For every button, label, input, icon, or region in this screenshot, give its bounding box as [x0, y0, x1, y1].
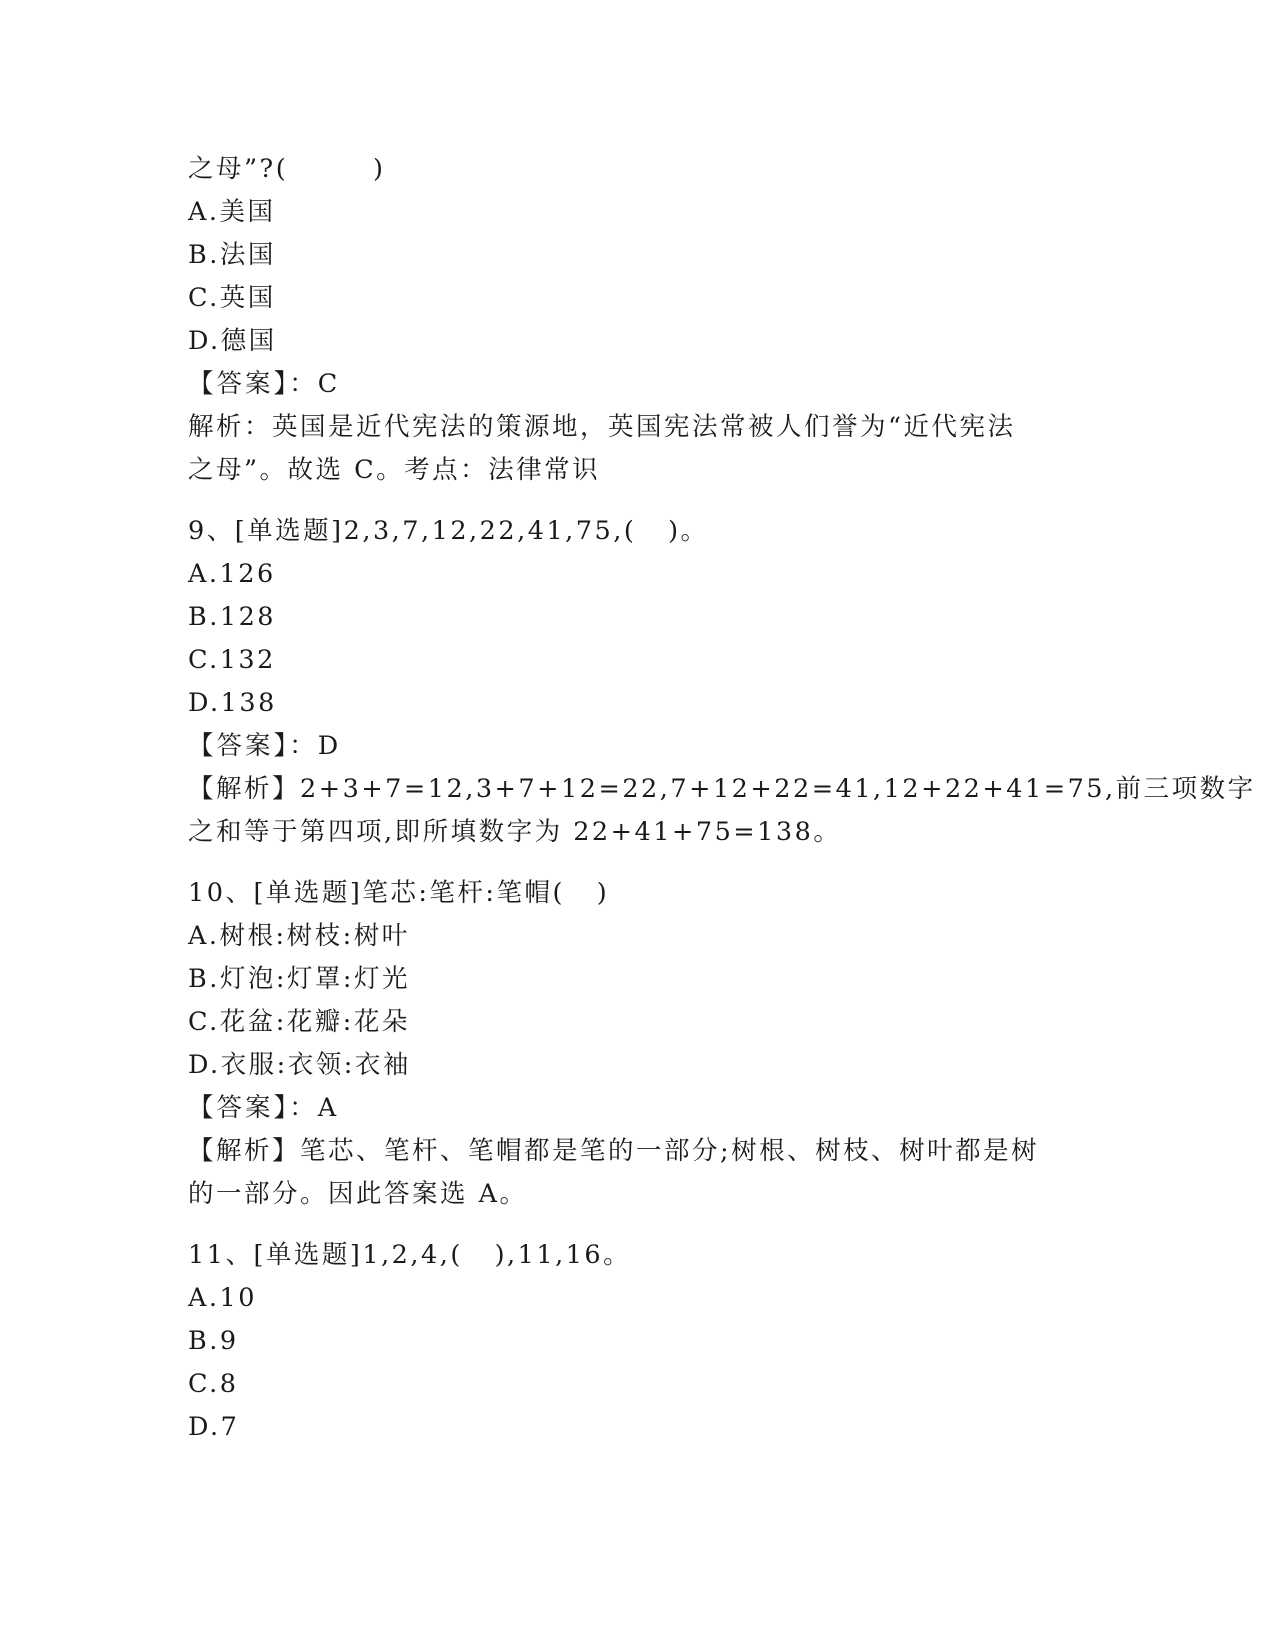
- question-stem: 10、[单选题]笔芯:笔杆:笔帽( ): [188, 878, 610, 908]
- option-d: D.7: [188, 1412, 240, 1442]
- option-c: C.花盆:花瓣:花朵: [188, 1007, 410, 1037]
- option-d: D.德国: [188, 326, 277, 356]
- option-b: B.9: [188, 1326, 239, 1356]
- answer-line: 【答案】：C: [188, 369, 341, 399]
- analysis-line: 解析：英国是近代宪法的策源地，英国宪法常被人们誉为“近代宪法: [188, 412, 1016, 442]
- option-a: A.10: [188, 1283, 257, 1313]
- question-stem: 9、[单选题]2,3,7,12,22,41,75,( )。: [188, 516, 709, 546]
- question-stem: 11、[单选题]1,2,4,( ),11,16。: [188, 1240, 632, 1270]
- option-a: A.美国: [188, 197, 276, 227]
- question-10: [188, 872, 1088, 1216]
- option-a: A.树根:树枝:树叶: [188, 921, 410, 951]
- option-a: A.126: [188, 559, 276, 589]
- answer-line: 【答案】：A: [188, 1093, 340, 1123]
- analysis-line: 【解析】2+3+7=12,3+7+12=22,7+12+22=41,12+22+41=75,前三项数字: [188, 774, 1256, 804]
- answer-line: 【答案】：D: [188, 731, 342, 761]
- question-9: [188, 510, 1256, 854]
- option-b: B.128: [188, 602, 277, 632]
- option-c: C.8: [188, 1369, 239, 1399]
- analysis-line: 的一部分。因此答案选 A。: [188, 1179, 528, 1209]
- option-d: D.138: [188, 688, 277, 718]
- question-list: [188, 148, 1256, 1449]
- question-11: [188, 1234, 1088, 1449]
- analysis-line: 【解析】笔芯、笔杆、笔帽都是笔的一部分;树根、树枝、树叶都是树: [188, 1136, 1040, 1166]
- option-b: B.法国: [188, 240, 276, 270]
- option-d: D.衣服:衣领:衣袖: [188, 1050, 411, 1080]
- question-stem: 之母”?( ): [188, 154, 386, 184]
- analysis-line: 之和等于第四项,即所填数字为 22+41+75=138。: [188, 817, 842, 847]
- option-c: C.132: [188, 645, 276, 675]
- option-c: C.英国: [188, 283, 276, 313]
- analysis-line: 之母”。故选 C。考点：法律常识: [188, 455, 601, 485]
- question-8: [188, 148, 1088, 492]
- option-b: B.灯泡:灯罩:灯光: [188, 964, 411, 994]
